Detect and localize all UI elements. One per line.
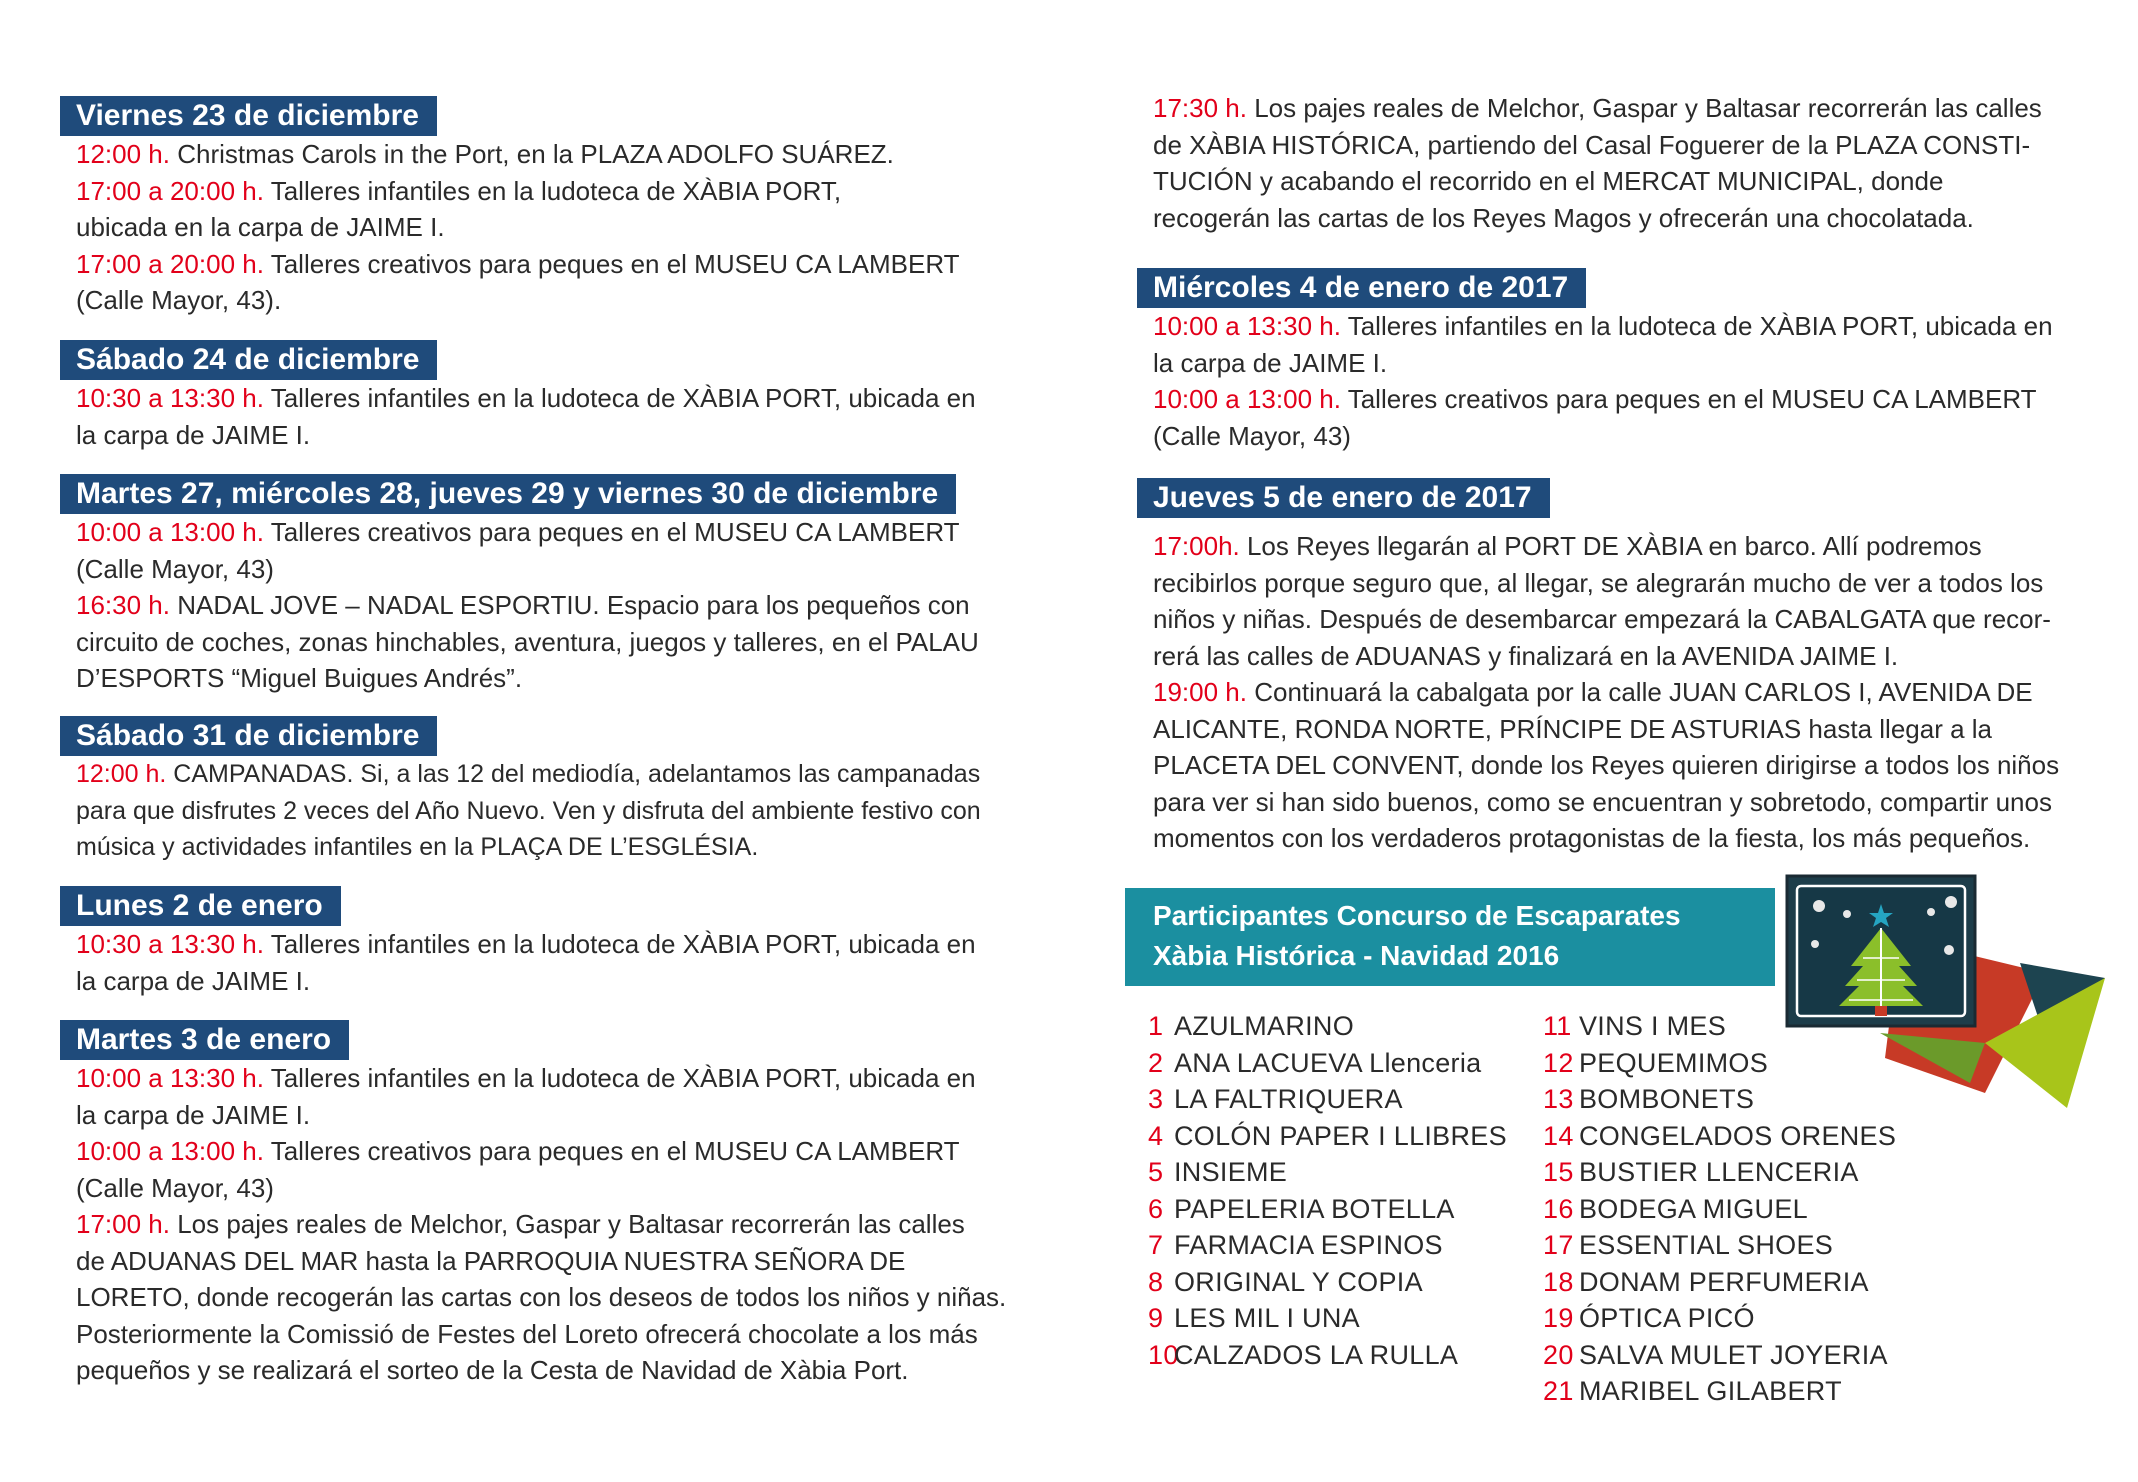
- section-sabado-31: [58, 716, 981, 866]
- entry-line: de ADUANAS DEL MAR hasta la PARROQUIA NUESTRA SEÑORA DE: [76, 1245, 906, 1276]
- entry-line: 10:00 a 13:00 h. Talleres creativos para peques en el MUSEU CA LAMBERT: [1153, 384, 2037, 414]
- entry-line: rerá las calles de ADUANAS y finalizará en la AVENIDA JAIME I.: [1153, 640, 1899, 671]
- entry-line: la carpa de JAIME I.: [76, 965, 311, 996]
- entry-line: 17:00h. Los Reyes llegarán al PORT DE XÀBIA en barco. Allí podremos: [1153, 531, 1982, 561]
- participants-title-line1: Participantes Concurso de Escaparates: [1153, 900, 1681, 931]
- entry-line: 10:00 a 13:30 h. Talleres infantiles en la ludoteca de XÀBIA PORT, ubicada en: [76, 1063, 976, 1093]
- entry-line: ubicada en la carpa de JAIME I.: [76, 212, 445, 242]
- day-header: Lunes 2 de enero: [60, 886, 341, 926]
- list-item: 1 AZULMARINO: [1148, 1011, 1355, 1041]
- entry-line: música y actividades infantiles en la PLAÇA DE L’ESGLÉSIA.: [76, 833, 759, 861]
- section-martes-3: [58, 1020, 1006, 1389]
- entry-line: la carpa de JAIME I.: [76, 419, 311, 450]
- list-item: 20 SALVA MULET JOYERIA: [1543, 1339, 1888, 1370]
- day-header: Jueves 5 de enero de 2017: [1137, 478, 1550, 518]
- list-item: 21 MARIBEL GILABERT: [1543, 1376, 1842, 1406]
- entry-line: 19:00 h. Continuará la cabalgata por la calle JUAN CARLOS I, AVENIDA DE: [1153, 677, 2033, 707]
- entry-line: (Calle Mayor, 43).: [76, 285, 282, 315]
- entry-line: momentos con los verdaderos protagonistas de la fiesta, los más pequeños.: [1153, 823, 2031, 853]
- entry-line: de XÀBIA HISTÓRICA, partiendo del Casal Foguerer de la PLAZA CONSTI-: [1153, 129, 2031, 160]
- entry-line: para ver si han sido buenos, como se encuentran y sobretodo, compartir unos: [1153, 786, 2052, 817]
- entry-line: 17:30 h. Los pajes reales de Melchor, Gaspar y Baltasar recorrerán las calles: [1153, 93, 2042, 123]
- section-lunes-2: [58, 886, 976, 999]
- entry-line: 17:00 h. Los pajes reales de Melchor, Gaspar y Baltasar recorrerán las calles: [76, 1209, 965, 1239]
- entry-line: circuito de coches, zonas hinchables, aventura, juegos y talleres, en el PALAU: [76, 626, 979, 657]
- entry-line: ALICANTE, RONDA NORTE, PRÍNCIPE DE ASTURIAS hasta llegar a la: [1153, 713, 1992, 744]
- list-item: 5 INSIEME: [1148, 1157, 1288, 1187]
- participants-list-2: [1543, 1008, 1896, 1410]
- entry-line: PLACETA DEL CONVENT, donde los Reyes quieren dirigirse a todos los niños: [1153, 750, 2060, 780]
- entry-line: Posteriormente la Comissió de Festes del Loreto ofrecerá chocolate a los más: [76, 1318, 978, 1349]
- list-item: 9 LES MIL I UNA: [1148, 1303, 1360, 1333]
- entry-line: 10:00 a 13:00 h. Talleres creativos para peques en el MUSEU CA LAMBERT: [76, 517, 960, 547]
- section-17-30-pajes: [1135, 90, 2042, 236]
- list-item: 2 ANA LACUEVA Llenceria: [1148, 1047, 1482, 1078]
- section-martes-27-30: [58, 474, 979, 697]
- list-item: 10CALZADOS LA RULLA: [1148, 1339, 1459, 1370]
- entry-line: para que disfrutes 2 veces del Año Nuevo. Ven y disfruta del ambiente festivo con: [76, 796, 981, 825]
- list-item: 7 FARMACIA ESPINOS: [1148, 1230, 1443, 1260]
- list-item: 19 ÓPTICA PICÓ: [1543, 1303, 1755, 1333]
- list-item: 4 COLÓN PAPER I LLIBRES: [1148, 1120, 1507, 1151]
- participants-header: [1125, 888, 1775, 986]
- section-miercoles-4: [1135, 268, 2053, 454]
- list-item: 15 BUSTIER LLENCERIA: [1543, 1157, 1859, 1187]
- section-viernes-23: [58, 96, 960, 319]
- day-header: Sábado 31 de diciembre: [60, 716, 437, 756]
- entry-line: TUCIÓN y acabando el recorrido en el MERCAT MUNICIPAL, donde: [1153, 166, 1944, 196]
- entry-line: 10:00 a 13:30 h. Talleres infantiles en la ludoteca de XÀBIA PORT, ubicada en: [1153, 311, 2053, 341]
- list-item: 16 BODEGA MIGUEL: [1543, 1193, 1808, 1224]
- entry-line: 10:30 a 13:30 h. Talleres infantiles en la ludoteca de XÀBIA PORT, ubicada en: [76, 383, 976, 413]
- entry-line: 12:00 h. Christmas Carols in the Port, en la PLAZA ADOLFO SUÁREZ.: [76, 139, 894, 169]
- entry-line: 10:30 a 13:30 h. Talleres infantiles en la ludoteca de XÀBIA PORT, ubicada en: [76, 929, 976, 959]
- day-header: Sábado 24 de diciembre: [60, 340, 437, 380]
- list-item: 12 PEQUEMIMOS: [1543, 1047, 1769, 1078]
- day-header: Viernes 23 de diciembre: [60, 96, 437, 136]
- list-item: 8 ORIGINAL Y COPIA: [1148, 1266, 1423, 1297]
- list-item: 18 DONAM PERFUMERIA: [1543, 1266, 1869, 1297]
- section-sabado-24: [58, 340, 976, 453]
- list-item: 17 ESSENTIAL SHOES: [1543, 1230, 1834, 1260]
- day-header: Martes 27, miércoles 28, jueves 29 y viernes 30 de diciembre: [60, 474, 956, 514]
- entry-line: la carpa de JAIME I.: [1153, 347, 1388, 378]
- entry-line: 17:00 a 20:00 h. Talleres infantiles en la ludoteca de XÀBIA PORT,: [76, 175, 842, 206]
- day-header: Miércoles 4 de enero de 2017: [1137, 268, 1586, 308]
- entry-line: (Calle Mayor, 43): [76, 553, 274, 584]
- participants-list-1: [1148, 1008, 1507, 1373]
- day-header: Martes 3 de enero: [60, 1020, 349, 1060]
- entry-line: 10:00 a 13:00 h. Talleres creativos para peques en el MUSEU CA LAMBERT: [76, 1136, 960, 1166]
- section-jueves-5: [1135, 478, 2059, 857]
- entry-line: 12:00 h. CAMPANADAS. Si, a las 12 del mediodía, adelantamos las campanadas: [76, 760, 981, 788]
- entry-line: la carpa de JAIME I.: [76, 1099, 311, 1130]
- entry-line: 17:00 a 20:00 h. Talleres creativos para peques en el MUSEU CA LAMBERT: [76, 248, 960, 279]
- entry-line: D’ESPORTS “Miguel Buigues Andrés”.: [76, 663, 523, 693]
- list-item: 13 BOMBONETS: [1543, 1084, 1755, 1114]
- list-item: 6 PAPELERIA BOTELLA: [1148, 1193, 1455, 1224]
- entry-line: pequeños y se realizará el sorteo de la Cesta de Navidad de Xàbia Port.: [76, 1355, 909, 1385]
- entry-line: (Calle Mayor, 43): [76, 1172, 274, 1203]
- entry-line: 16:30 h. NADAL JOVE – NADAL ESPORTIU. Espacio para los pequeños con: [76, 590, 970, 620]
- list-item: 11 VINS I MES: [1543, 1011, 1727, 1041]
- entry-line: LORETO, donde recogerán las cartas con los deseos de todos los niños y niñas.: [76, 1282, 1007, 1312]
- entry-line: recogerán las cartas de los Reyes Magos y ofrecerán una chocolatada.: [1153, 202, 1974, 233]
- entry-line: niños y niñas. Después de desembarcar empezará la CABALGATA que recor-: [1153, 604, 2051, 634]
- entry-line: (Calle Mayor, 43): [1153, 420, 1351, 451]
- list-item: 14 CONGELADOS ORENES: [1543, 1120, 1897, 1151]
- entry-line: recibirlos porque seguro que, al llegar, se alegrarán mucho de ver a todos los: [1153, 567, 2044, 598]
- participants-title-line2: Xàbia Histórica - Navidad 2016: [1153, 940, 1560, 971]
- list-item: 3 LA FALTRIQUERA: [1148, 1084, 1403, 1114]
